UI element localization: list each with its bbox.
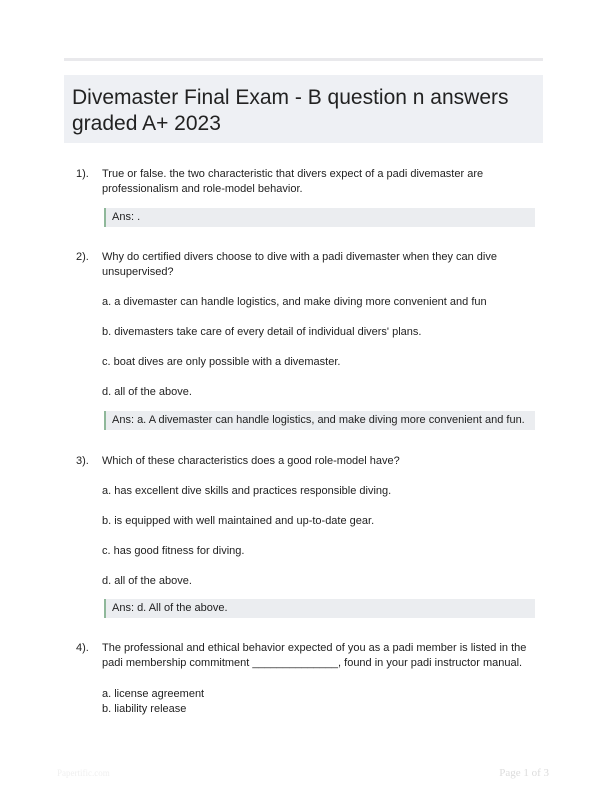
- option-a: a. license agreement: [102, 688, 205, 700]
- question-number: 2).: [76, 251, 89, 263]
- question-text: The professional and ethical behavior expected of you as a padi member is listed in the padi membership commitment ______________, found in your padi instructor manual.: [102, 642, 527, 669]
- option-a: a. has excellent dive skills and practices responsible diving.: [102, 485, 392, 497]
- answer-box: Ans: .: [104, 208, 535, 227]
- watermark: Papertific.com: [57, 768, 110, 778]
- question-text: True or false. the two characteristic that divers expect of a padi divemaster are professionalism and role-model behavior.: [102, 168, 484, 195]
- question-text: Which of these characteristics does a good role-model have?: [102, 455, 400, 467]
- option-d: d. all of the above.: [102, 575, 192, 587]
- document-title: Divemaster Final Exam - B question n answers graded A+ 2023: [72, 86, 509, 135]
- question-number: 4).: [76, 642, 89, 654]
- question-text: Why do certified divers choose to dive with a padi divemaster when they can dive unsupervised?: [102, 251, 497, 278]
- option-b: b. is equipped with well maintained and up-to-date gear.: [102, 515, 375, 527]
- page-indicator: Page 1 of 3: [499, 767, 549, 779]
- title-banner: [64, 75, 543, 143]
- option-b: b. divemasters take care of every detail of individual divers' plans.: [102, 326, 422, 338]
- answer-box: Ans: d. All of the above.: [104, 599, 535, 618]
- question-number: 1).: [76, 168, 89, 180]
- option-b: b. liability release: [102, 703, 187, 715]
- option-a: a. a divemaster can handle logistics, and make diving more convenient and fun: [102, 296, 487, 308]
- answer-box: Ans: a. A divemaster can handle logistics, and make diving more convenient and fun.: [104, 411, 535, 430]
- option-c: c. has good fitness for diving.: [102, 545, 245, 557]
- option-c: c. boat dives are only possible with a divemaster.: [102, 356, 341, 368]
- question-number: 3).: [76, 455, 89, 467]
- option-d: d. all of the above.: [102, 386, 192, 398]
- top-divider: [64, 58, 543, 61]
